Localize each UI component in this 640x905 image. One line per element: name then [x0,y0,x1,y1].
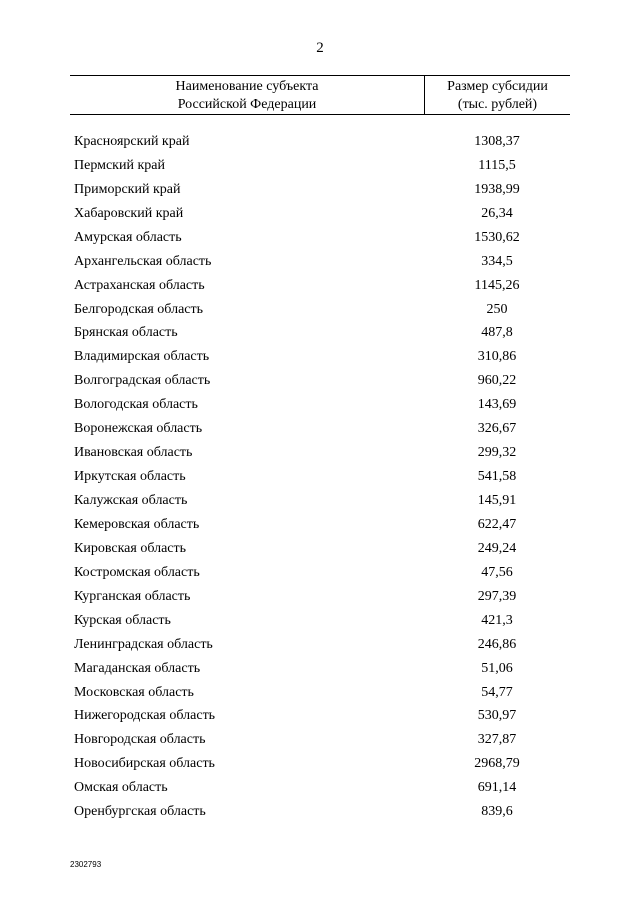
header-name-line1: Наименование субъекта [175,79,319,94]
region-name: Архангельская область [74,253,212,269]
region-name: Волгоградская область [74,373,211,389]
table-row [70,681,570,705]
table-row [70,728,570,752]
region-name: Новосибирская область [74,756,215,772]
subsidy-value: 2968,79 [474,756,520,772]
header-value-line1: Размер субсидии [447,79,548,94]
region-name: Красноярский край [74,133,190,149]
subsidy-value: 54,77 [481,684,513,700]
region-name: Калужская область [74,493,188,509]
subsidy-value: 327,87 [477,732,517,748]
subsidy-value: 310,86 [477,349,517,365]
region-name: Курганская область [74,588,191,604]
subsidy-value: 1308,37 [474,133,520,149]
table-row [70,705,570,729]
region-name: Брянская область [74,325,178,341]
region-name: Хабаровский край [74,205,184,221]
table-row [70,537,570,561]
region-name: Нижегородская область [74,708,216,724]
region-name: Иркутская область [74,469,186,485]
header-value-line2: (тыс. рублей) [457,97,538,112]
region-name: Пермский край [74,157,165,173]
table-row [70,298,570,322]
subsidy-value: 299,32 [477,445,517,461]
subsidy-value: 250 [486,301,508,317]
region-name: Омская область [74,780,168,796]
subsidy-value: 530,97 [477,708,517,724]
region-name: Астраханская область [74,277,205,293]
subsidy-value: 334,5 [481,253,513,269]
subsidy-value: 326,67 [477,421,517,437]
region-name: Московская область [74,684,194,700]
subsidy-value: 1115,5 [478,157,516,173]
table-row [70,561,570,585]
region-name: Кемеровская область [74,516,200,532]
table-row [70,752,570,776]
table-header [70,75,570,115]
region-name: Ленинградская область [74,636,213,652]
table-body [70,130,570,824]
subsidy-value: 297,39 [477,588,517,604]
table-row [70,585,570,609]
region-name: Магаданская область [74,660,201,676]
region-name: Воронежская область [74,421,203,437]
table-row [70,465,570,489]
region-name: Оренбургская область [74,804,206,820]
region-name: Новгородская область [74,732,206,748]
subsidy-value: 1145,26 [474,277,520,293]
subsidy-value: 249,24 [477,540,517,556]
table-row [70,633,570,657]
table-row [70,393,570,417]
header-name-column [70,76,424,114]
table-row [70,609,570,633]
subsidy-value: 246,86 [477,636,517,652]
table-row [70,202,570,226]
document-code: 2302793 [70,860,102,869]
table-row [70,441,570,465]
region-name: Курская область [74,612,171,628]
table-row [70,130,570,154]
subsidy-value: 541,58 [477,469,517,485]
table-row [70,226,570,250]
subsidy-value: 839,6 [481,804,513,820]
header-value-column [424,76,570,114]
subsidy-value: 145,91 [477,493,517,509]
subsidy-value: 691,14 [477,780,517,796]
subsidy-table [70,75,570,824]
table-row [70,800,570,824]
region-name: Владимирская область [74,349,210,365]
subsidy-value: 47,56 [481,564,513,580]
table-row [70,345,570,369]
subsidy-value: 622,47 [477,516,517,532]
table-row [70,513,570,537]
region-name: Белгородская область [74,301,204,317]
table-row [70,417,570,441]
table-row [70,369,570,393]
region-name: Приморский край [74,181,181,197]
header-name-line2: Российской Федерации [177,97,317,112]
table-row [70,178,570,202]
region-name: Костромская область [74,564,200,580]
region-name: Вологодская область [74,397,198,413]
subsidy-value: 421,3 [481,612,513,628]
subsidy-value: 143,69 [477,397,517,413]
table-row [70,489,570,513]
subsidy-value: 1938,99 [474,181,520,197]
subsidy-value: 26,34 [481,205,513,221]
region-name: Ивановская область [74,445,193,461]
subsidy-value: 1530,62 [474,229,520,245]
table-row [70,250,570,274]
table-row [70,776,570,800]
table-row [70,657,570,681]
table-row [70,322,570,346]
subsidy-value: 960,22 [477,373,517,389]
table-row [70,274,570,298]
region-name: Кировская область [74,540,187,556]
subsidy-value: 51,06 [481,660,513,676]
region-name: Амурская область [74,229,182,245]
subsidy-value: 487,8 [481,325,513,341]
table-row [70,154,570,178]
page-number: 2 [316,40,324,56]
